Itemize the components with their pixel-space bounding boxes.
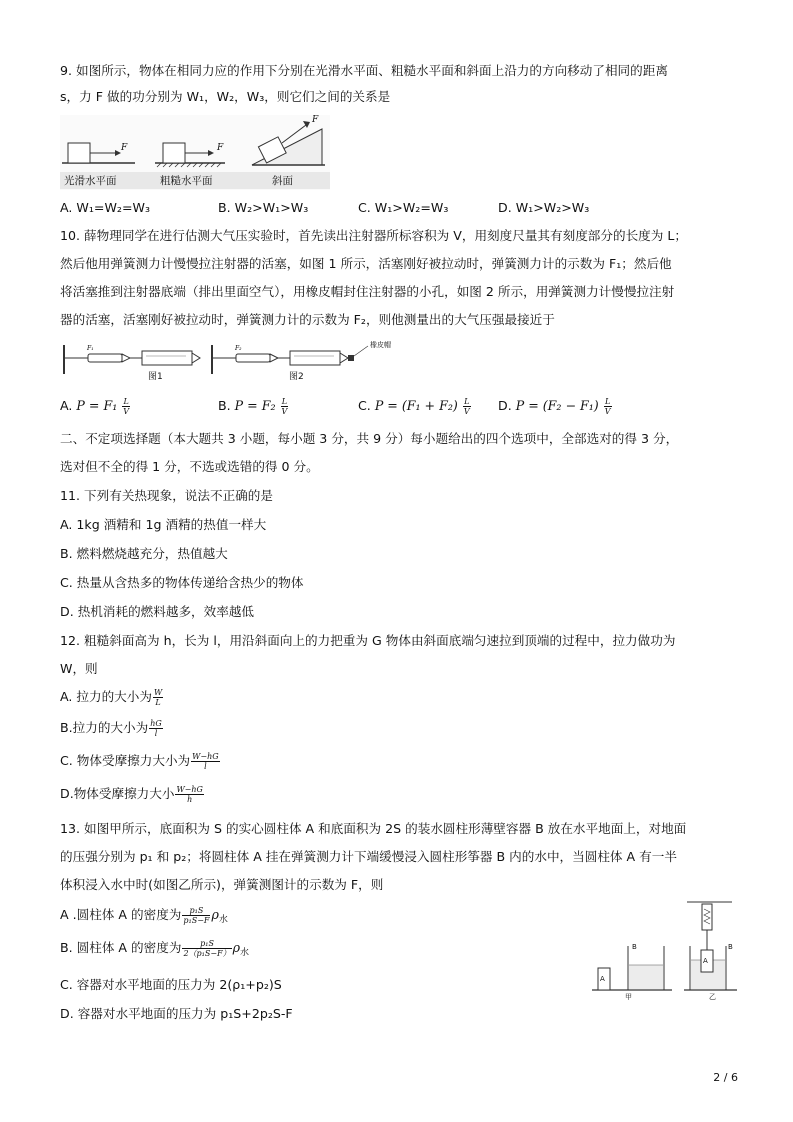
q12-option-c-fraction [191,752,219,771]
frac-denominator: V [463,407,470,416]
q13-label-a-jia: A [600,975,605,983]
q9-force-label-2: F [217,143,224,153]
q10-option-c-formula: P = (F₁ + F₂) [374,398,458,413]
q13-option-a-text: A .圆柱体 A 的密度为 [60,907,182,922]
q13-label-a-yi: A [703,957,708,965]
q9-option-c: C. W₁>W₂=W₃ [358,200,449,215]
q10-option-c-fraction [463,397,471,416]
q9-option-a: A. W₁=W₂=W₃ [60,200,151,215]
q12-option-a [60,688,164,707]
q13-figure [592,900,737,1005]
svg-text:F₂: F₂ [235,345,242,352]
q12-option-b-text: B.拉力的大小为 [60,720,149,735]
section2-heading-line2: 选对但不全的得 1 分，不选或选错的得 0 分。 [60,459,319,474]
frac-numerator: L [281,397,288,406]
q13-label-yi: 乙 [709,993,716,1001]
svg-text:F₁: F₁ [87,345,94,352]
q9-figure [60,115,330,190]
q10-stem-line3: 将活塞推到注射器底端（排出里面空气），用橡皮帽封住注射器的小孔，如图 2 所示，用弹簧测力计慢慢拉注射 [60,284,675,299]
frac-denominator: l [204,762,207,771]
q13-option-a [60,906,228,925]
q12-option-b-fraction [149,719,163,738]
frac-denominator: V [281,407,288,416]
q12-option-d-fraction [175,785,203,804]
q10-option-a [60,397,131,416]
frac-numerator: W−hG [176,785,203,794]
q11-option-a: A. 1kg 酒精和 1g 酒精的热值一样大 [60,517,267,532]
q9-stem-line2: s，力 F 做的功分别为 W₁，W₂，W₃，则它们之间的关系是 [60,89,391,104]
q12-option-a-text: A. 拉力的大小为 [60,689,152,704]
frac-numerator: p₁S [182,906,210,916]
frac-denominator: V [123,407,130,416]
q9-label-smooth: 光滑水平面 [64,175,117,187]
q13-label-b-yi: B [728,943,733,951]
q9-option-d: D. W₁>W₂>W₃ [498,200,590,215]
page-number: 2 / 6 [713,1071,738,1084]
q11-option-c: C. 热量从含热多的物体传递给含热少的物体 [60,575,304,590]
q9-force-label-1: F [121,143,128,153]
frac-denominator: l [154,729,158,738]
q10-option-b [218,397,289,416]
section2-heading-line1: 二、不定项选择题（本大题共 3 小题，每小题 3 分，共 9 分）每小题给出的四个选项中，全部选对的得 3 分， [60,431,679,446]
frac-denominator: 2（p₁S−F） [183,949,231,958]
rho-symbol: ρ [211,907,219,922]
frac-denominator: p₁S−F [183,916,210,925]
frac-denominator: V [604,407,611,416]
q10-stem-line4: 器的活塞，活塞刚好被拉动时，弹簧测力计的示数为 F₂，则他测量出的大气压强最接近于 [60,312,555,327]
q13-label-b-jia: B [632,943,637,951]
q10-option-d-prefix: D. [498,398,512,413]
q10-option-a-prefix: A. [60,398,73,413]
q10-fig1-label: 图1 [148,372,163,382]
q10-option-a-fraction [122,397,130,416]
q13-option-a-fraction [182,906,210,925]
frac-denominator: h [187,795,193,804]
rho-subscript: 水 [240,948,250,958]
q9-label-rough: 粗糙水平面 [160,175,213,187]
q10-diagram [60,340,390,385]
q10-stem-line1: 10. 薛物理同学在进行估测大气压实验时，首先读出注射器所标容积为 V，用刻度尺量其有刻度部分的长度为 L； [60,228,687,243]
q10-stem-line2: 然后他用弹簧测力计慢慢拉注射器的活塞，如图 1 所示，活塞刚好被拉动时，弹簧测力计的示数为 F₁；然后他 [60,256,672,271]
q12-stem-line2: W，则 [60,661,98,676]
q12-option-d-text: D.物体受摩擦力大小 [60,786,175,801]
frac-numerator: W−hG [192,752,219,761]
q11-stem: 11. 下列有关热现象，说法不正确的是 [60,488,273,503]
q13-label-jia: 甲 [625,993,632,1001]
frac-numerator: W [153,688,163,697]
frac-denominator: L [155,698,161,707]
q9-stem-line1: 9. 如图所示，物体在相同力应的作用下分别在光滑水平面、粗糙水平面和斜面上沿力的方向移动了相同的距离 [60,63,668,78]
frac-numerator: p₁S [182,939,231,949]
q12-option-b [60,719,164,738]
q13-option-d: D. 容器对水平地面的压力为 p₁S+2p₂S-F [60,1006,293,1021]
frac-numerator: L [464,397,470,406]
frac-numerator: L [123,397,129,406]
q12-option-c-text: C. 物体受摩擦力大小为 [60,753,191,768]
q13-option-b-fraction [182,939,231,958]
q9-force-label-3: F [312,115,319,125]
rho-symbol: ρ [232,940,240,955]
q10-option-b-fraction [281,397,289,416]
q13-option-b-text: B. 圆柱体 A 的密度为 [60,940,182,955]
q13-stem-line2: 的压强分别为 p₁ 和 p₂；将圆柱体 A 挂在弹簧测力计下端缓慢浸入圆柱形筝器 B 内的水中，当圆柱体 A 有一半 [60,849,677,864]
q11-option-d: D. 热机消耗的燃料越多，效率越低 [60,604,255,619]
q12-option-a-fraction [153,688,163,707]
rho-subscript: 水 [218,915,228,925]
q12-option-d [60,785,205,804]
q9-label-incline: 斜面 [272,175,293,187]
frac-numerator: hG [150,719,162,728]
q10-rubber-cap-label: 橡皮帽 [370,341,391,349]
q10-option-d [498,397,613,416]
q10-option-b-prefix: B. [218,398,231,413]
q10-figure [60,340,390,385]
q13-stem-line1: 13. 如图甲所示，底面积为 S 的实心圆柱体 A 和底面积为 2S 的装水圆柱形薄壁容器 B 放在水平地面上，对地面 [60,821,687,836]
q11-option-b: B. 燃料燃烧越充分，热值越大 [60,546,228,561]
q10-option-d-formula: P = (F₂ − F₁) [515,398,599,413]
q10-option-c-prefix: C. [358,398,371,413]
q10-option-b-formula: P = F₂ [234,398,276,413]
q13-option-c: C. 容器对水平地面的压力为 2(ρ₁+p₂)S [60,977,282,992]
q10-option-d-fraction [604,397,612,416]
q13-stem-line3: 体积浸入水中时(如图乙所示)，弹簧测图计的示数为 F，则 [60,877,384,892]
q9-option-b: B. W₂>W₁>W₃ [218,200,309,215]
q13-option-b [60,939,249,958]
q10-fig2-label: 图2 [289,372,304,382]
frac-numerator: L [604,397,611,406]
q12-option-c [60,752,221,771]
q12-stem-line1: 12. 粗糙斜面高为 h，长为 l，用沿斜面向上的力把重为 G 物体由斜面底端匀速拉到顶端的过程中，拉力做功为 [60,633,676,648]
q10-option-c [358,397,472,416]
q10-option-a-formula: P = F₁ [76,398,118,413]
